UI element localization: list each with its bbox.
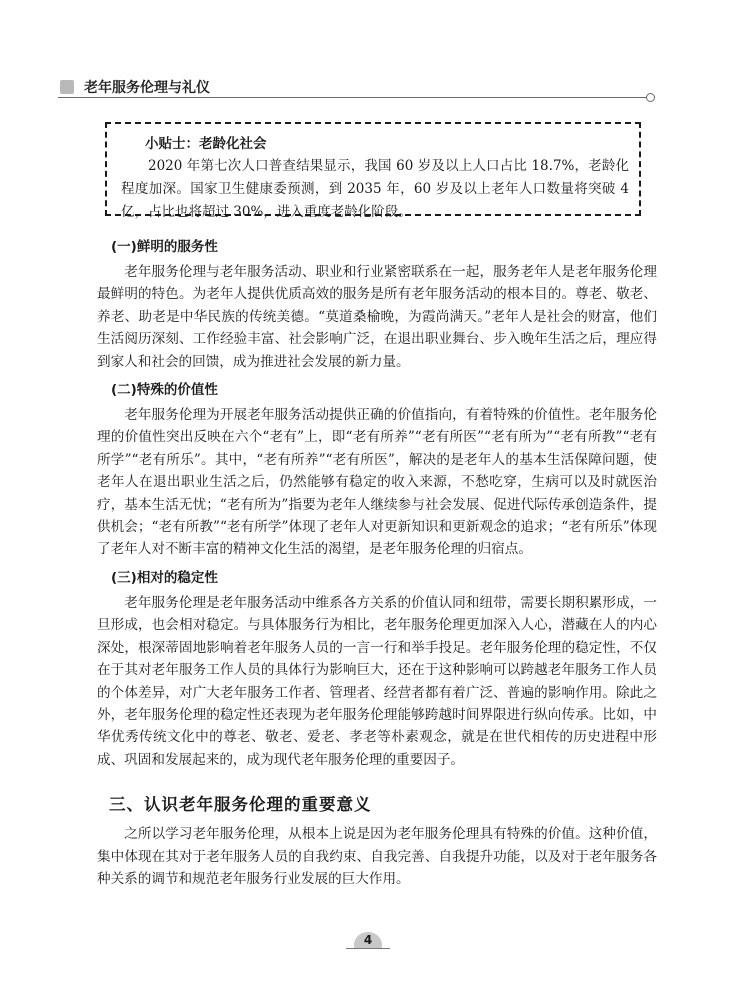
subsection-heading-1: (一)鲜明的服务性 [111,239,218,255]
header-marker [60,80,74,94]
running-header-title: 老年服务伦理与礼仪 [84,80,210,96]
header-rule-end-dot [646,93,655,102]
tip-title: 小贴士：老龄化社会 [145,136,267,152]
tip-text: 2020 年第七次人口普查结果显示，我国 60 岁及以上人口占比 18.7%，老龄化程度加深。国家卫生健康委预测，到 2035 年，60 岁及以上老年人口数量将突破 4 亿，占比也将超过 30%，进入重度老龄化阶段。 [121,158,629,220]
page-number: 4 [363,933,373,947]
section-heading-3: 三、认识老年服务伦理的重要意义 [109,795,372,815]
section-paragraph-3: 之所以学习老年服务伦理，从根本上说是因为老年服务伦理具有特殊的价值。这种价值，集中体现在其对于老年服务人员的自我约束、自我完善、自我提升功能，以及对于老年服务各种关系的调节和规范老年服务行业发展的巨大作用。 [97,826,657,887]
subsection-paragraph-1: 老年服务伦理与老年服务活动、职业和行业紧密联系在一起，服务老年人是老年服务伦理最鲜明的特色。为老年人提供优质高效的服务是所有老年服务活动的根本目的。尊老、敬老、养老、助老是中华民族的传统美德。“莫道桑榆晚，为霞尚满天。”老年人是社会的财富，他们生活阅历深刻、工作经验丰富、社会影响广泛，在退出职业舞台、步入晚年生活之后，理应得到家人和社会的回馈，成为推进社会发展的新力量。 [97,264,657,370]
main-content [97,236,657,896]
header-rule [58,97,646,98]
subsection-paragraph-2: 老年服务伦理为开展老年服务活动提供正确的价值指向，有着特殊的价值性。老年服务伦理的价值性突出反映在六个“老有”上，即“老有所养”“老有所医”“老有所为”“老有所教”“老有所学”“老有所乐”。其中，“老有所养”“老有所医”，解决的是老年人的基本生活保障问题，使老年人在退出职业生活之后，仍然能够有稳定的收入来源，不愁吃穿，生病可以及时就医治疗，基本生活无忧；“老有所为”指要为老年人继续参与社会发展、促进代际传承创造条件，提供机会；“老有所教”“老有所学”体现了老年人对更新知识和更新观念的追求；“老有所乐”体现了老年人对不断丰富的精神文化生活的渴望，是老年服务伦理的归宿点。 [97,407,657,558]
subsection-heading-3: (三)相对的稳定性 [111,569,218,586]
tip-box [105,122,641,220]
subsection-paragraph-3: 老年服务伦理是老年服务活动中维系各方关系的价值认同和纽带，需要长期积累形成，一旦形成，也会相对稳定。与具体服务行为相比，老年服务伦理更加深入人心，潜藏在人的内心深处，根深蒂固地影响着老年服务人员的一言一行和举手投足。老年服务伦理的稳定性，不仅在于其对老年服务工作人员的具体行为影响巨大，还在于这种影响可以跨越老年服务工作人员的个体差异，对广大老年服务工作者、管理者、经营者都有着广泛、普遍的影响作用。除此之外，老年服务伦理的稳定性还表现为老年服务伦理能够跨越时间界限进行纵向传承。比如，中华优秀传统文化中的尊老、敬老、爱老、孝老等朴素观念，就是在世代相传的历史进程中形成、巩固和发展起来的，成为现代老年服务伦理的重要因子。 [97,594,657,768]
subsection-heading-2: (二)特殊的价值性 [111,382,218,399]
page-number-badge [346,932,390,950]
